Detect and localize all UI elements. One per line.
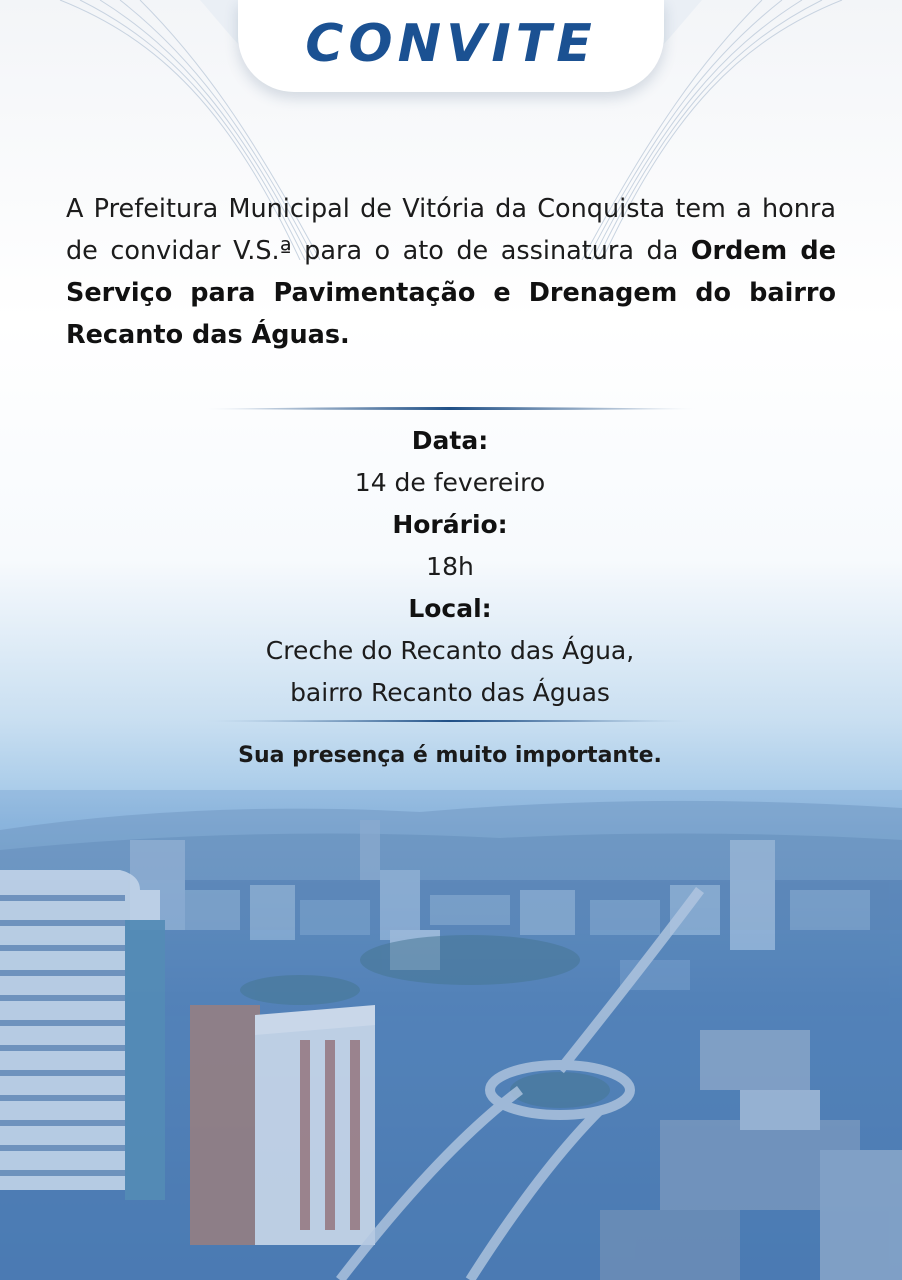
bottom-divider: [200, 717, 700, 725]
city-skyline-image: [0, 790, 902, 1280]
event-name: Ordem de Serviço para Pavimentação e Drenagem do bairro Recanto das Águas.: [66, 236, 836, 350]
time-label: Horário:: [392, 510, 508, 539]
closing-message: Sua presença é muito importante.: [238, 743, 662, 768]
invitation-text: [66, 188, 836, 356]
top-divider: [200, 405, 700, 413]
page-title: CONVITE: [305, 14, 597, 74]
place-label: Local:: [408, 594, 492, 623]
place-line-1: Creche do Recanto das Água,: [265, 636, 635, 665]
intro-text: A Prefeitura Municipal de Vitória da Conquista tem a honra de convidar V.S.ª para o ato de assinatura da: [66, 194, 836, 266]
event-details: [150, 420, 750, 714]
date-value: 14 de fevereiro: [354, 468, 546, 497]
time-value: 18h: [426, 552, 474, 581]
date-label: Data:: [411, 426, 489, 455]
place-line-2: bairro Recanto das Águas: [290, 678, 610, 707]
